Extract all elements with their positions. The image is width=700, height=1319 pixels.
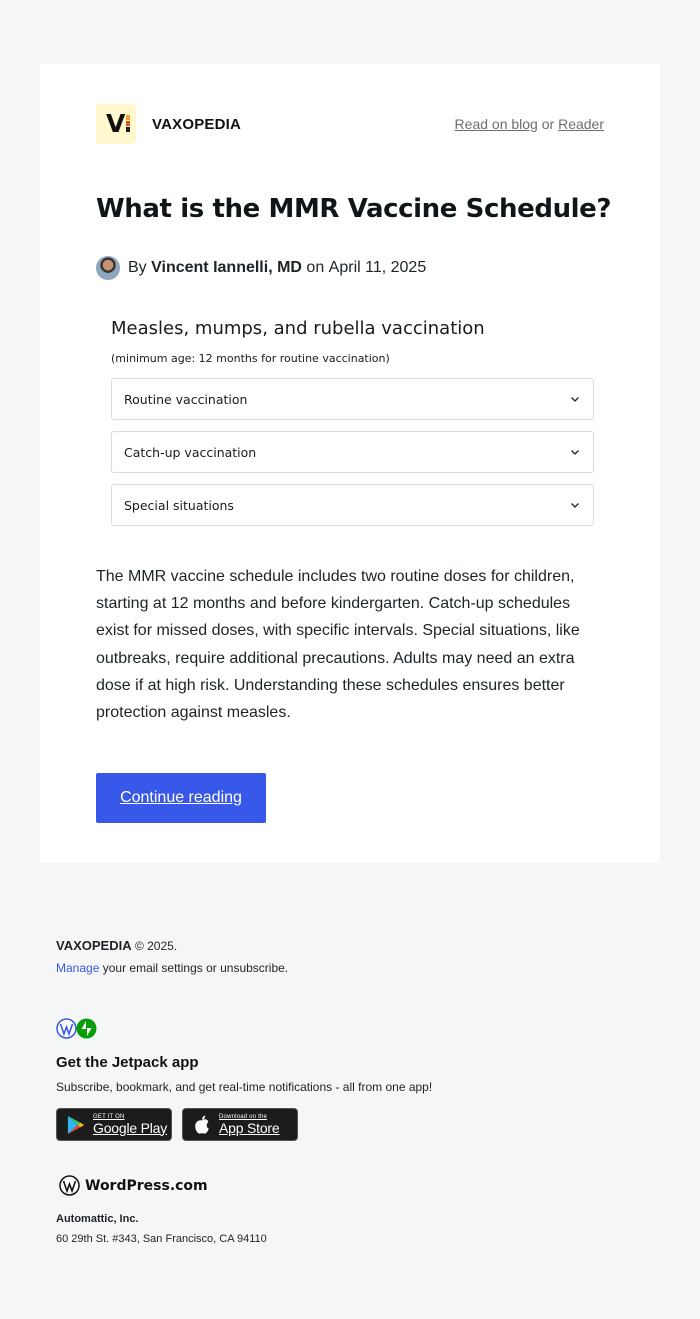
site-logo: V — [96, 104, 136, 144]
on-label: on — [306, 259, 325, 276]
read-on-blog-link[interactable]: Read on blog — [454, 116, 538, 132]
author-avatar — [96, 256, 120, 280]
accordion-label: Catch-up vaccination — [124, 444, 257, 460]
post-excerpt: The MMR vaccine schedule includes two routine doses for children, starting at 12 months and before kindergarten. Catch-up schedules exist for missed doses, with specific intervals. Special situations, like outbreaks, require additional precautions. Adults may need an extra dose if at high risk. Understanding these schedules ensures better protection against measles. — [96, 568, 580, 722]
google-play-icon — [67, 1115, 85, 1135]
chevron-down-icon — [569, 499, 581, 511]
manage-line — [56, 961, 288, 975]
site-name: VAXOPEDIA — [152, 115, 242, 133]
app-store-small: Download on the — [219, 1113, 268, 1120]
reader-link[interactable]: Reader — [558, 116, 604, 132]
footer-copyright — [56, 938, 288, 953]
jetpack-title: Get the Jetpack app — [56, 1054, 199, 1071]
address-line: 60 29th St. #343, San Francisco, CA 94110 — [56, 1233, 267, 1245]
manage-link[interactable]: Manage — [56, 961, 100, 975]
or-text: or — [541, 116, 555, 132]
byline — [96, 256, 426, 280]
accordion-label: Routine vaccination — [124, 391, 248, 407]
google-play-small: GET IT ON — [93, 1113, 125, 1120]
schedule-image[interactable] — [111, 318, 594, 526]
app-icons — [56, 1018, 97, 1039]
accordion-label: Special situations — [124, 497, 234, 513]
wordpress-com-logo[interactable] — [59, 1175, 208, 1196]
author-name: Vincent Iannelli, MD — [151, 259, 302, 276]
continue-reading-button[interactable]: Continue reading — [96, 773, 266, 823]
footer — [56, 938, 288, 975]
site-brand[interactable] — [96, 104, 241, 144]
top-links — [455, 116, 604, 132]
post-date: April 11, 2025 — [328, 259, 427, 276]
jetpack-icon — [76, 1018, 97, 1039]
app-store-button[interactable] — [182, 1108, 298, 1141]
chevron-down-icon — [569, 393, 581, 405]
accordion-catch-up[interactable] — [111, 431, 594, 473]
chevron-down-icon — [569, 446, 581, 458]
schedule-subtitle: (minimum age: 12 months for routine vaccination) — [111, 352, 390, 365]
accordion-special[interactable] — [111, 484, 594, 526]
wordpress-icon — [56, 1018, 77, 1039]
wordpress-logo-icon — [59, 1175, 80, 1196]
wordpress-name: WordPress.com — [85, 1177, 208, 1194]
manage-rest: your email settings or unsubscribe. — [102, 961, 289, 975]
company-address — [56, 1209, 267, 1249]
post-card — [40, 64, 660, 863]
post-title[interactable]: What is the MMR Vaccine Schedule? — [96, 194, 612, 224]
google-play-label: Google Play — [93, 1119, 168, 1136]
accordion-routine[interactable] — [111, 378, 594, 420]
copyright-text: © 2025. — [134, 939, 178, 953]
apple-icon — [193, 1115, 211, 1135]
company-name: Automattic, Inc. — [56, 1213, 139, 1225]
footer-brand: VAXOPEDIA — [56, 938, 132, 953]
google-play-button[interactable] — [56, 1108, 172, 1141]
by-label: By — [128, 259, 147, 276]
app-store-label: App Store — [219, 1119, 280, 1136]
schedule-title: Measles, mumps, and rubella vaccination — [111, 318, 485, 339]
jetpack-subtitle: Subscribe, bookmark, and get real-time notifications - all from one app! — [56, 1080, 433, 1094]
